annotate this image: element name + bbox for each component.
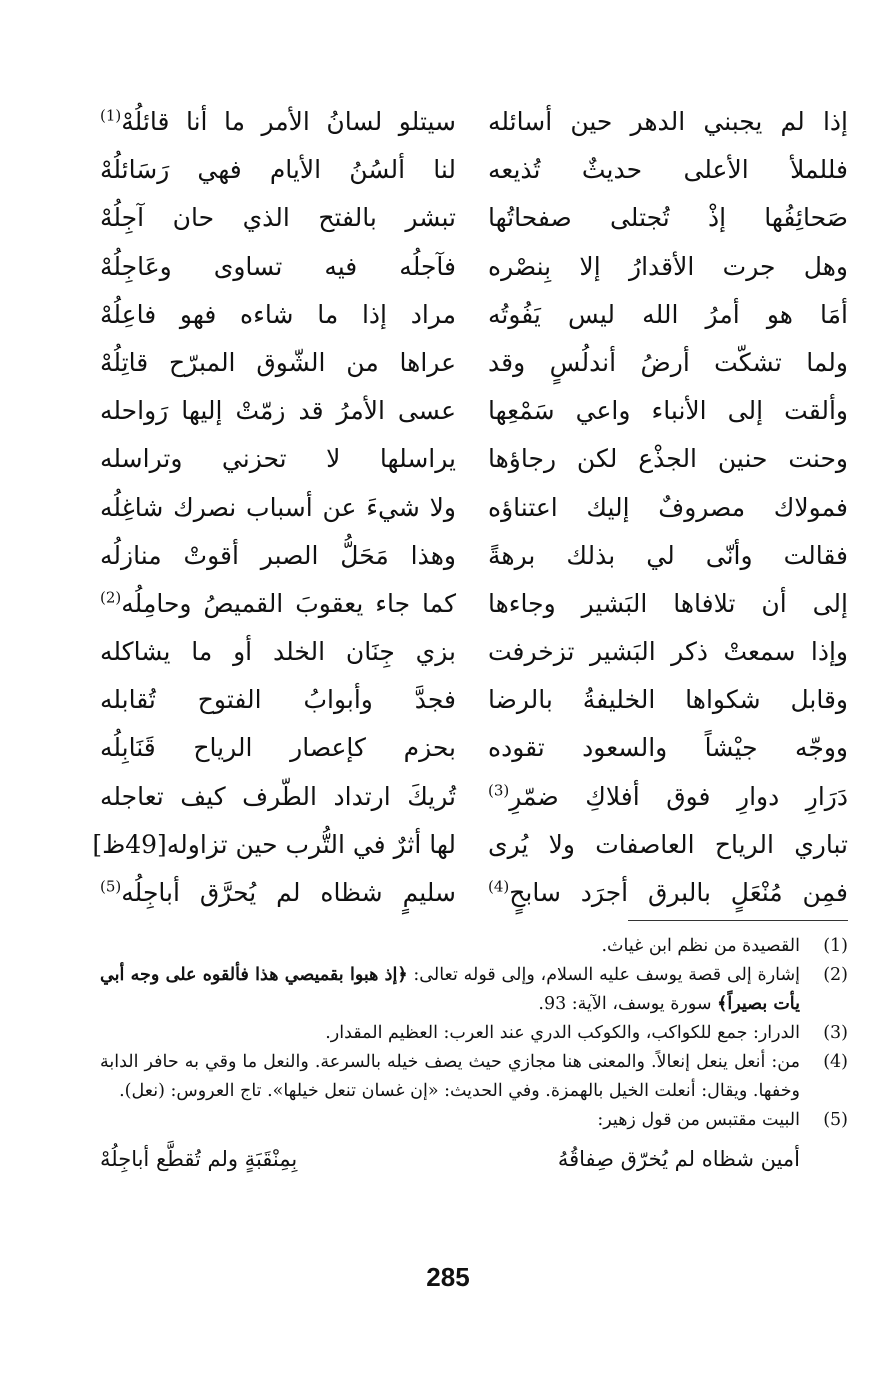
footnote-number: (5) <box>823 1110 848 1130</box>
hemistich-text: فمِن مُنْعَلٍ بالبرق أجرَد سابحٍ <box>509 878 848 907</box>
hemistich-text: فقالت وأنّى لي بذلك برهةً <box>488 540 848 570</box>
footnote-text: الدرار: جمع للكواكب، والكوكب الدري عند العرب: العظيم المقدار. <box>325 1023 800 1043</box>
footnote <box>100 932 848 961</box>
verse <box>100 194 848 242</box>
hemistich-text: لها أثرٌ في التُّرب حين تزاوله[49ظ] <box>92 829 456 859</box>
verse-second-hemistich <box>100 724 456 772</box>
hemistich-text: وهل جرت الأقدارُ إلا بِنصْره <box>488 251 848 281</box>
verse-first-hemistich <box>488 773 848 821</box>
verse-first-hemistich <box>488 146 848 194</box>
footnote-marker: (3) <box>488 781 510 800</box>
verse-second-hemistich <box>100 387 456 435</box>
page-number: 285 <box>426 1262 470 1292</box>
verse <box>100 676 848 724</box>
verse-first-hemistich <box>488 435 848 483</box>
hemistich-text: فللملأ الأعلى حديثٌ تُذيعه <box>488 155 848 185</box>
hemistich-text: وحنت حنين الجذْع لكن رجاؤها <box>488 444 848 474</box>
hemistich-text: مراد إذا ما شاءه فهو فاعِلُهْ <box>100 299 456 329</box>
footnote-text-part: سورة يوسف، الآية: 93. <box>538 994 718 1014</box>
quran-quote: ﴿إذ هبوا بقميصي هذا فألقوه على وجه أبي يأت بصيراً﴾ <box>100 965 800 1014</box>
verse <box>100 98 848 146</box>
verse-first-hemistich <box>488 580 848 628</box>
verse <box>100 435 848 483</box>
verse-second-hemistich <box>100 194 456 242</box>
hemistich-text: فمولاك مصروفٌ إليك اعتناؤه <box>488 492 848 522</box>
hemistich-text: تباري الرياح العاصفات ولا يُرى <box>488 829 848 859</box>
verse <box>100 291 848 339</box>
footnote-marker: (5) <box>100 877 122 896</box>
hemistich-text: وألقت إلى الأنباء واعي سَمْعِها <box>488 396 848 426</box>
footnote-number: (4) <box>823 1052 848 1072</box>
verse-first-hemistich <box>488 98 848 146</box>
verse-second-hemistich <box>100 628 456 676</box>
verse-second-hemistich <box>100 580 456 628</box>
hemistich-text: كما جاء يعقوبَ القميصُ وحامِلُه <box>121 588 456 618</box>
hemistich-text: فآجلُه فيه تساوى وعَاجِلُهْ <box>100 251 456 281</box>
footnote-number: (2) <box>823 965 848 985</box>
hemistich-text: عراها من الشّوق المبرّح قاتِلُهْ <box>100 347 456 377</box>
footnote-marker: (4) <box>488 877 510 896</box>
verse <box>100 387 848 435</box>
hemistich-text: إلى أن تلافاها البَشير وجاءها <box>488 588 848 618</box>
verse-first-hemistich <box>488 291 848 339</box>
hemistich-text: لنا ألسُنُ الأيام فهي رَسَائلُهْ <box>100 155 456 185</box>
footnote <box>100 1048 848 1106</box>
footnote-text: القصيدة من نظم ابن غياث. <box>601 936 800 956</box>
quoted-verse <box>100 1139 800 1183</box>
verse-second-hemistich <box>100 339 456 387</box>
verse-second-hemistich <box>100 146 456 194</box>
footnote-text: من: أنعل ينعل إنعالاً. والمعنى هنا مجازي حيث يصف خيله بالسرعة. والنعل ما وقي به حافر الدابة وخفها. ويقال: أنعلت الخيل بالهمزة. وفي الحديث: «إن غسان تنعل خيلها». تاج العروس: (نعل). <box>100 1052 800 1101</box>
footnote <box>100 1019 848 1048</box>
verse <box>100 869 848 917</box>
verse-second-hemistich <box>100 435 456 483</box>
hemistich-text: عسى الأمرُ قد زمّتْ إليها رَواحله <box>100 396 456 426</box>
hemistich-text: أمَا هو أمرُ الله ليس يَفُوتُه <box>488 299 848 329</box>
hemistich-text: دَرَارِ دوارِ فوق أفلاكِ ضمّرِ <box>509 781 848 811</box>
verse <box>100 580 848 628</box>
verse-second-hemistich <box>100 98 456 146</box>
footnote-text <box>100 961 800 1019</box>
verse-first-hemistich <box>488 243 848 291</box>
footnote-marker: (1) <box>100 106 122 125</box>
footnote <box>100 1106 848 1135</box>
verse <box>100 724 848 772</box>
hemistich-text: بزي جِنَان الخلد أو ما يشاكله <box>100 637 456 667</box>
hemistich-text: صَحائِفُها إذْ تُجتلى صفحاتُها <box>488 203 848 233</box>
verse <box>100 532 848 580</box>
verse-first-hemistich <box>488 724 848 772</box>
verse-first-hemistich <box>488 387 848 435</box>
verse <box>100 773 848 821</box>
verse-second-hemistich <box>100 532 456 580</box>
verse <box>92 821 848 869</box>
quoted-verse-second-hemistich: بِمِنْقَبَةٍ ولم تُقطَّع أباجِلُهْ <box>100 1147 298 1171</box>
verse-second-hemistich <box>100 291 456 339</box>
footnote <box>100 961 848 1019</box>
verse-second-hemistich <box>100 243 456 291</box>
hemistich-text: ولا شيءَ عن أسباب نصرك شاغِلُه <box>100 492 456 522</box>
hemistich-text: بحزم كإعصار الرياح قَنَابِلُه <box>100 733 456 763</box>
verse-first-hemistich <box>488 484 848 532</box>
verse-second-hemistich <box>100 484 456 532</box>
verse <box>100 484 848 532</box>
verse-first-hemistich <box>488 532 848 580</box>
footnote-marker: (2) <box>100 588 122 607</box>
hemistich-text: إذا لم يجبني الدهر حين أسائله <box>488 107 848 136</box>
verse <box>100 339 848 387</box>
verse-second-hemistich <box>92 821 456 869</box>
hemistich-text: تبشر بالفتح الذي حان آجِلُهْ <box>100 203 456 233</box>
quoted-verse-first-hemistich: أمين شظاه لم يُخرّق صِفاقُهُ <box>557 1147 800 1171</box>
hemistich-text: وهذا مَحَلُّ الصبر أقوتْ منازلُه <box>100 540 456 570</box>
verse-first-hemistich <box>488 628 848 676</box>
hemistich-text: فجدَّ وأبوابُ الفتوح تُقابله <box>100 685 456 715</box>
hemistich-text: سيتلو لسانُ الأمر ما أنا قائلُهْ <box>121 107 456 136</box>
hemistich-text: وإذا سمعتْ ذكر البَشير تزخرفت <box>488 637 848 667</box>
hemistich-text: ولما تشكّت أرضُ أندلُسٍ وقد <box>488 347 848 377</box>
hemistich-text: سليمٍ شظاه لم يُحرَّق أباجِلُه <box>121 878 456 907</box>
verse-first-hemistich <box>488 676 848 724</box>
poem <box>92 98 848 917</box>
verse-second-hemistich <box>100 869 456 917</box>
footnote-separator <box>628 920 848 921</box>
footnote-number: (3) <box>823 1023 848 1043</box>
verse <box>100 628 848 676</box>
verse-first-hemistich <box>488 869 848 917</box>
hemistich-text: تُريكَ ارتداد الطّرف كيف تعاجله <box>100 781 456 811</box>
footnote-number: (1) <box>823 936 848 956</box>
footnotes <box>100 932 848 1183</box>
hemistich-text: يراسلها لا تحزني وتراسله <box>100 444 456 474</box>
verse-first-hemistich <box>488 194 848 242</box>
hemistich-text: وقابل شكواها الخليفةُ بالرضا <box>488 685 848 715</box>
footnote-text-part: إشارة إلى قصة يوسف عليه السلام، وإلى قوله تعالى: <box>407 965 800 985</box>
verse-first-hemistich <box>488 339 848 387</box>
verse <box>100 243 848 291</box>
footnote-text: البيت مقتبس من قول زهير: <box>597 1110 800 1130</box>
hemistich-text: ووجّه جيْشاً والسعود تقوده <box>488 733 848 763</box>
verse <box>100 146 848 194</box>
verse-second-hemistich <box>100 676 456 724</box>
verse-second-hemistich <box>100 773 456 821</box>
verse-first-hemistich <box>488 821 848 869</box>
